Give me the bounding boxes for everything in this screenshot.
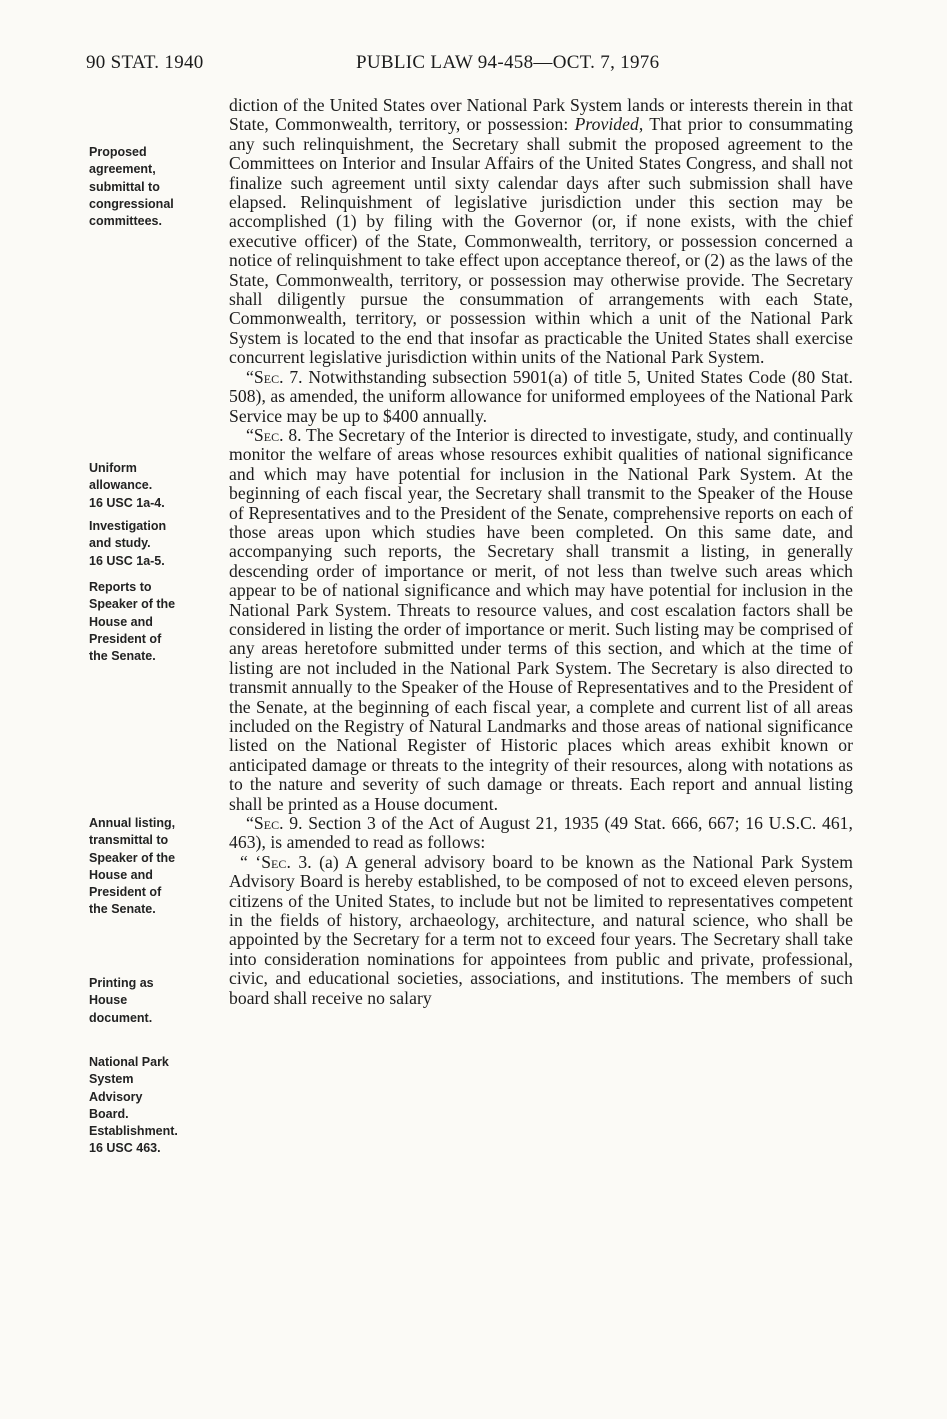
margin-note-annual-listing <box>89 815 209 919</box>
margin-note-line: transmittal to <box>89 833 169 848</box>
section-3-amended <box>229 853 853 1008</box>
margin-note-line: congressional <box>89 196 174 211</box>
margin-note-line: House and <box>89 867 153 882</box>
margin-note-line: Speaker of the <box>89 850 176 865</box>
margin-note-line: document. <box>89 1010 153 1025</box>
margin-note-uniform-allowance <box>89 460 209 512</box>
margin-note-line: allowance. <box>89 478 153 493</box>
margin-note-line: 16 USC 1a-4. <box>89 495 165 510</box>
margin-note-line: Establishment. <box>89 1124 178 1139</box>
margin-note-printing <box>89 975 209 1027</box>
section-text: Notwithstanding subsection 5901(a) of title 5, United States Code (80 Stat. 508), as amended, the uniform allowance for uniformed employees of the National Park Service may be up to $400 annually. <box>229 366 853 426</box>
margin-note-line: 16 USC 1a-5. <box>89 553 165 568</box>
margin-note-line: Board. <box>89 1106 129 1121</box>
margin-note-line: committees. <box>89 214 162 229</box>
margin-note-line: President of <box>89 631 162 646</box>
margin-note-line: and study. <box>89 536 151 551</box>
margin-note-line: System <box>89 1072 134 1087</box>
margin-note-reports <box>89 579 209 665</box>
section-label: “Sec. 7. <box>246 366 303 387</box>
section-8 <box>229 426 853 814</box>
margin-note-line: Annual listing, <box>89 816 176 830</box>
margin-note-line: submittal to <box>89 179 160 194</box>
section-label: “ ‘Sec. 3. <box>240 851 312 872</box>
paragraph-relinquishment <box>229 96 853 368</box>
margin-note-line: Reports to <box>89 580 152 594</box>
margin-note-line: House and <box>89 614 153 629</box>
margin-note-advisory-board <box>89 1054 209 1158</box>
section-9 <box>229 814 853 853</box>
law-title: PUBLIC LAW 94-458—OCT. 7, 1976 <box>356 52 660 73</box>
section-text: Section 3 of the Act of August 21, 1935 (49 Stat. 666, 667; 16 U.S.C. 461, 463), is amended to read as follows: <box>229 813 853 853</box>
statute-body <box>229 96 853 1008</box>
margin-note-line: President of <box>89 885 162 900</box>
margin-note-line: Advisory <box>89 1089 143 1104</box>
section-7 <box>229 368 853 426</box>
margin-note-line: agreement, <box>89 162 156 177</box>
section-label: “Sec. 9. <box>246 813 303 834</box>
margin-note-line: the Senate. <box>89 902 156 917</box>
section-label: “Sec. 8. <box>246 424 302 445</box>
margin-note-proposed-agreement <box>89 144 209 230</box>
margin-note-line: Investigation <box>89 519 167 533</box>
margin-note-line: Printing as <box>89 976 154 990</box>
statute-reference: 90 STAT. 1940 <box>86 52 204 73</box>
text-run: diction of the United States over National Park System lands or interests therein in that State, Commonwealth, territory, or possession: <box>229 95 853 135</box>
provided-term: Provided <box>574 114 639 135</box>
margin-note-line: Proposed <box>89 145 147 159</box>
margin-note-line: the Senate. <box>89 649 156 664</box>
section-text: The Secretary of the Interior is directed to investigate, study, and continually monitor the welfare of areas whose resources exhibit qualities of national significance and which may have potential for inclusion in the National Park System. At the beginning of each fiscal year, the Secretary shall transmit to the Speaker of the House of Representatives and to the President of the Senate, comprehensive reports on each of those areas upon which studies have been completed. On this same date, and accompanying such reports, the Secretary shall transmit a listing, in generally descending order of importance or merit, of not less than twelve such areas which appear to be of national significance and which may have potential for inclusion in the National Park System. Threats to resource values, and cost escalation factors shall be considered in listing the order of importance or merit. Such listing may be comprised of any areas heretofore submitted under terms of this section, and which at the time of listing are not included in the National Park System. The Secretary is also directed to transmit annually to the Speaker of the House of Representatives and to the President of the Senate, at the beginning of each fiscal year, a complete and current list of all areas included on the Registry of Natural Landmarks and those areas of national significance listed on the National Register of Historic places which areas exhibit known or anticipated damage or threats to the integrity of their resources, along with notations as to the nature and severity of such damage or threats. Each report and annual listing shall be printed as a House document. <box>229 424 853 814</box>
text-run: , That prior to consummating any such relinquishment, the Secretary shall submit the proposed agreement to the Committees on Interior and Insular Affairs of the United States Congress, and shall not finalize such agreement until sixty calendar days after such submission shall have elapsed. Relinquishment of legislative jurisdiction under this section may be accomplished (1) by filing with the Governor (or, if none exists, with the chief executive officer) of the State, Commonwealth, territory, or possession concerned a notice of relinquishment to take effect upon acceptance thereof, or (2) as the laws of the State, Commonwealth, territory, or possession may otherwise provide. The Secretary shall diligently pursue the consummation of arrangements with each State, Commonwealth, territory, or possession within which a unit of the National Park System is located to the end that insofar as practicable the United States shall exercise concurrent legislative jurisdiction within units of the National Park System. <box>229 114 853 368</box>
margin-note-line: Uniform <box>89 461 137 475</box>
margin-note-line: 16 USC 463. <box>89 1141 161 1156</box>
margin-note-investigation <box>89 518 209 570</box>
page-header <box>86 52 906 80</box>
margin-note-line: National Park <box>89 1055 169 1069</box>
section-text: (a) A general advisory board to be known as the National Park System Advisory Board is hereby established, to be composed of not to exceed eleven persons, citizens of the United States, to include but not be limited to representatives competent in the fields of history, archaeology, architecture, and natural science, who shall be appointed by the Secretary for a term not to exceed four years. The Secretary shall take into consideration nominations for appointees from public and private, professional, civic, and educational societies, associations, and institutions. The members of such board shall receive no salary <box>229 851 853 1008</box>
margin-note-line: House <box>89 993 128 1008</box>
margin-note-line: Speaker of the <box>89 597 176 612</box>
